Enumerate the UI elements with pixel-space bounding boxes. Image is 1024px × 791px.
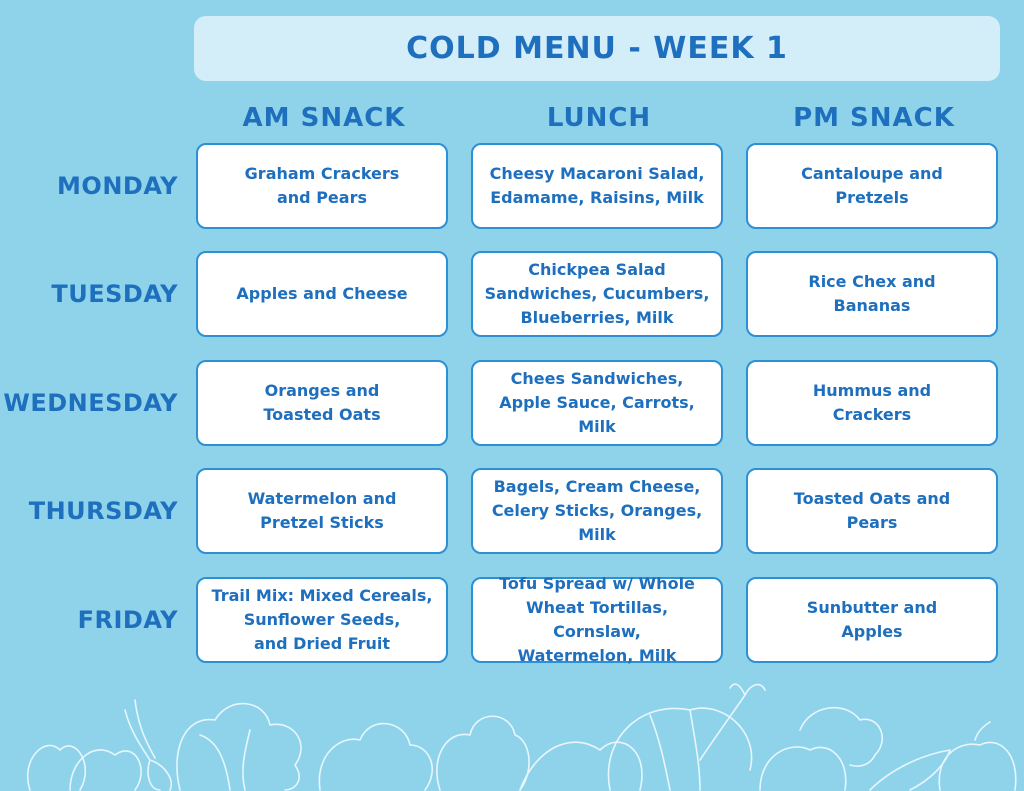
menu-item-line: Cheesy Macaroni Salad, xyxy=(489,164,705,183)
menu-item-line: Rice Chex and xyxy=(808,272,936,291)
menu-item-line: Celery Sticks, Oranges, xyxy=(491,501,703,520)
menu-item-line: Bananas xyxy=(833,296,911,315)
menu-cell-wednesday-lunch xyxy=(471,360,723,446)
menu-item-line: Watermelon and xyxy=(247,489,397,508)
menu-cell-thursday-lunch xyxy=(471,468,723,554)
menu-cell-thursday-pm-snack xyxy=(746,468,998,554)
vegetable-illustration xyxy=(0,640,1024,791)
menu-item-text xyxy=(794,487,950,535)
day-label-thursday: THURSDAY xyxy=(28,497,178,525)
menu-item-line: Sunbutter and xyxy=(806,598,938,617)
menu-item-line: Apples and Cheese xyxy=(236,284,408,303)
menu-item-line: Chickpea Salad xyxy=(528,260,666,279)
menu-item-line: Toasted Oats xyxy=(263,405,381,424)
menu-item-line: Watermelon, Milk xyxy=(517,646,677,665)
menu-item-text xyxy=(245,162,400,210)
menu-item-text xyxy=(492,475,702,547)
menu-item-line: Edamame, Raisins, Milk xyxy=(490,188,704,207)
menu-item-text xyxy=(807,596,937,644)
menu-item-text xyxy=(801,162,943,210)
menu-item-line: Blueberries, Milk xyxy=(520,308,674,327)
menu-cell-tuesday-am-snack xyxy=(196,251,448,337)
menu-item-line: Apples xyxy=(841,622,903,641)
menu-item-text xyxy=(485,258,710,330)
menu-item-line: Cantaloupe and xyxy=(801,164,943,183)
menu-item-line: Bagels, Cream Cheese, xyxy=(493,477,701,496)
page-title: COLD MENU - WEEK 1 xyxy=(406,31,788,66)
day-label-tuesday: TUESDAY xyxy=(51,280,178,308)
menu-item-line: Tofu Spread w/ Whole xyxy=(499,574,695,593)
menu-item-line: Trail Mix: Mixed Cereals, xyxy=(211,586,433,605)
menu-cell-monday-lunch xyxy=(471,143,723,229)
menu-item-text xyxy=(813,379,931,427)
menu-item-line: Hummus and xyxy=(812,381,932,400)
menu-item-line: Chees Sandwiches, xyxy=(510,369,684,388)
menu-item-line: and Dried Fruit xyxy=(253,634,391,653)
menu-cell-monday-am-snack xyxy=(196,143,448,229)
day-label-monday: MONDAY xyxy=(57,172,178,200)
menu-item-line: Apple Sauce, Carrots, xyxy=(499,393,695,412)
menu-cell-thursday-am-snack xyxy=(196,468,448,554)
title-banner xyxy=(194,16,1000,81)
menu-item-text xyxy=(236,282,407,306)
menu-item-line: Milk xyxy=(578,525,616,544)
menu-item-text xyxy=(248,487,397,535)
menu-item-line: Graham Crackers xyxy=(244,164,400,183)
day-label-friday: FRIDAY xyxy=(77,606,178,634)
menu-cell-wednesday-am-snack xyxy=(196,360,448,446)
menu-cell-monday-pm-snack xyxy=(746,143,998,229)
menu-item-text xyxy=(499,367,694,439)
menu-item-text xyxy=(490,162,705,210)
menu-item-line: Wheat Tortillas, Cornslaw, xyxy=(525,598,669,641)
menu-item-line: Sunflower Seeds, xyxy=(243,610,401,629)
menu-item-line: Pretzels xyxy=(835,188,909,207)
menu-item-line: Pears xyxy=(846,513,898,532)
menu-cell-tuesday-pm-snack xyxy=(746,251,998,337)
menu-item-line: Milk xyxy=(578,417,616,436)
menu-item-line: Sandwiches, Cucumbers, xyxy=(484,284,710,303)
menu-item-line: Pretzel Sticks xyxy=(260,513,384,532)
day-label-wednesday: WEDNESDAY xyxy=(3,389,178,417)
menu-item-line: Oranges and xyxy=(264,381,380,400)
menu-item-line: and Pears xyxy=(276,188,367,207)
column-header-am-snack: AM SNACK xyxy=(242,103,406,133)
column-header-pm-snack: PM SNACK xyxy=(793,103,955,133)
column-header-lunch: LUNCH xyxy=(546,103,652,133)
menu-item-line: Crackers xyxy=(832,405,912,424)
menu-cell-wednesday-pm-snack xyxy=(746,360,998,446)
menu-item-text xyxy=(808,270,935,318)
menu-item-line: Toasted Oats and xyxy=(793,489,951,508)
menu-cell-tuesday-lunch xyxy=(471,251,723,337)
menu-item-text xyxy=(263,379,380,427)
